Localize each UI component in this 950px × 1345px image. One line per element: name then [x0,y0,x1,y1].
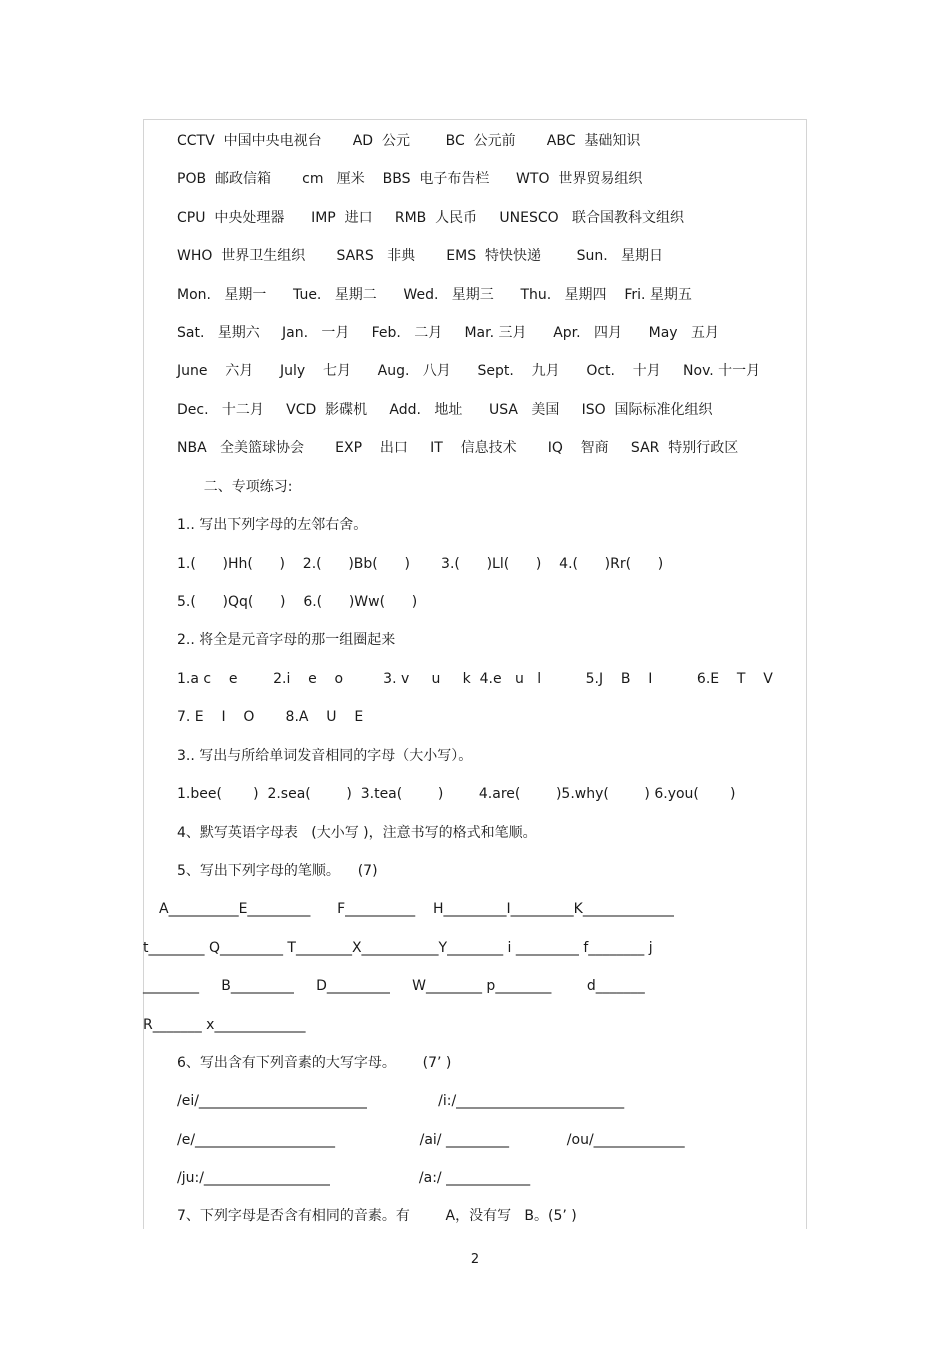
abbreviation-line-3: CPU 中央处理器 IMP 进口 RMB 人民币 UNESCO 联合国教科文组织 [177,210,685,226]
exercise-4-prompt: 4、默写英语字母表 (大小写 )，注意书写的格式和笔顺。 [177,825,537,841]
phoneme-row-2: /e/____________________ /ai/ _________ /ou/_____________ [177,1132,685,1148]
exercise-1-prompt: 1.. 写出下列字母的左邻右舍。 [177,517,368,533]
exercise-3-prompt: 3.. 写出与所给单词发音相同的字母（大小写）。 [177,748,473,764]
exercise-5-prompt: 5、写出下列字母的笔顺。 (7) [177,863,378,879]
exercise-1-row-2: 5.( )Qq( ) 6.( )Ww( ) [177,594,418,610]
exercise-2-prompt: 2.. 将全是元音字母的那一组圈起来 [177,632,396,648]
abbreviation-line-5: Dec. 十二月 VCD 影碟机 Add. 地址 USA 美国 ISO 国际标准化组织 [177,402,713,418]
stroke-order-row-4: R_______ x_____________ [143,1017,306,1033]
exercise-2-row-2: 7. E I O 8.A U E [177,709,364,725]
page-number: 2 [470,1252,480,1267]
abbreviation-line-4: WHO 世界卫生组织 SARS 非典 EMS 特快快递 Sun. 星期日 [177,248,664,264]
section-heading: 二、专项练习: [177,479,293,495]
month-line-1: Sat. 星期六 Jan. 一月 Feb. 二月 Mar. 三月 Apr. 四月 May 五月 [177,325,719,341]
abbreviation-line-6: NBA 全美篮球协会 EXP 出口 IT 信息技术 IQ 智商 SAR 特别行政区 [177,440,739,456]
abbreviation-line-2: POB 邮政信箱 cm 厘米 BBS 电子布告栏 WTO 世界贸易组织 [177,171,643,187]
phoneme-row-1: /ei/________________________ /i:/________________________ [177,1093,625,1109]
exercise-3-row: 1.bee( ) 2.sea( ) 3.tea( ) 4.are( )5.why( ) 6.you( ) [177,786,736,802]
exercise-2-row-1: 1.a c e 2.i e o 3. v u k 4.e u l 5.J B I 6.E T V [177,671,773,687]
weekday-line: Mon. 星期一 Tue. 星期二 Wed. 星期三 Thu. 星期四 Fri. 星期五 [177,287,692,303]
abbreviation-line-1: CCTV 中国中央电视台 AD 公元 BC 公元前 ABC 基础知识 [177,133,641,149]
stroke-order-row-1: A__________E_________ F__________ H_________I_________K_____________ [159,901,674,917]
stroke-order-row-3: ________ B_________ D_________ W________ p________ d_______ [143,978,645,994]
exercise-1-row-1: 1.( )Hh( ) 2.( )Bb( ) 3.( )Ll( ) 4.( )Rr( ) [177,556,664,572]
phoneme-row-3: /ju:/__________________ /a:/ ____________ [177,1170,531,1186]
stroke-order-row-2: t________ Q_________ T________X___________Y________ i _________ f________ j [143,940,653,956]
exercise-6-prompt: 6、写出含有下列音素的大写字母。 (7’ ) [177,1055,452,1071]
month-line-2: June 六月 July 七月 Aug. 八月 Sept. 九月 Oct. 十月 Nov. 十一月 [177,363,761,379]
exercise-7-prompt: 7、下列字母是否含有相同的音素。有 A，没有写 B。(5’ ) [177,1208,577,1224]
